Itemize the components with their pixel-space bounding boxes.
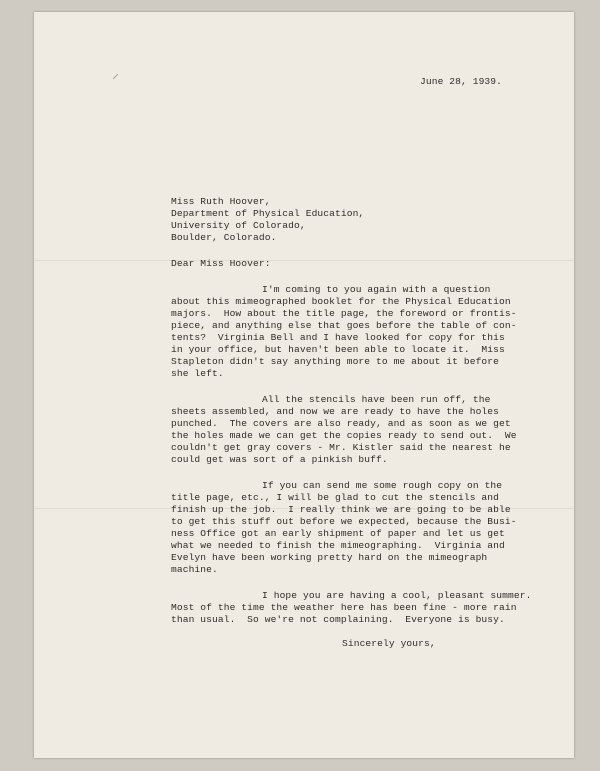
paragraph-2-line: couldn't get gray covers - Mr. Kistler said the nearest he (171, 442, 511, 453)
paragraph-2-line: sheets assembled, and now we are ready to have the holes (171, 406, 500, 417)
paragraph-2-line: could get was sort of a pinkish buff. (171, 454, 388, 465)
paragraph-3-line: Evelyn have been working pretty hard on the mimeograph (171, 552, 488, 563)
paragraph-4-line: than usual. So we're not complaining. Everyone is busy. (171, 614, 505, 625)
address-line: Boulder, Colorado. (171, 232, 277, 243)
paragraph-3-line: finish up the job. I really think we are going to be able (171, 504, 511, 515)
pencil-mark-icon: ⸝ (112, 67, 119, 83)
address-line: University of Colorado, (171, 220, 306, 231)
paragraph-2-line: the holes made we can get the copies ready to send out. We (171, 430, 517, 441)
fold-line (34, 260, 574, 261)
letter-date: June 28, 1939. (420, 76, 503, 87)
paragraph-1-line: Stapleton didn't say anything more to me about it before (171, 356, 500, 367)
paragraph-4-line: I hope you are having a cool, pleasant summer. (262, 590, 532, 601)
paragraph-1-line: about this mimeographed booklet for the Physical Education (171, 296, 511, 307)
paragraph-1-line: majors. How about the title page, the foreword or frontis- (171, 308, 517, 319)
paragraph-1-line: I'm coming to you again with a question (262, 284, 491, 295)
paragraph-3-line: machine. (171, 564, 218, 575)
salutation: Dear Miss Hoover: (171, 258, 271, 269)
paragraph-2-line: punched. The covers are also ready, and as soon as we get (171, 418, 511, 429)
paragraph-2-line: All the stencils have been run off, the (262, 394, 491, 405)
paragraph-3-line: If you can send me some rough copy on the (262, 480, 503, 491)
paragraph-3-line: ness Office got an early shipment of paper and let us get (171, 528, 505, 539)
address-line: Miss Ruth Hoover, (171, 196, 271, 207)
paragraph-3-line: what we needed to finish the mimeographing. Virginia and (171, 540, 505, 551)
paragraph-1-line: in your office, but haven't been able to locate it. Miss (171, 344, 505, 355)
letter-page (34, 12, 574, 758)
address-line: Department of Physical Education, (171, 208, 365, 219)
paragraph-4-line: Most of the time the weather here has been fine - more rain (171, 602, 517, 613)
paragraph-1-line: she left. (171, 368, 224, 379)
paragraph-3-line: to get this stuff out before we expected, because the Busi- (171, 516, 517, 527)
paragraph-1-line: piece, and anything else that goes before the table of con- (171, 320, 517, 331)
paragraph-1-line: tents? Virginia Bell and I have looked for copy for this (171, 332, 505, 343)
closing: Sincerely yours, (342, 638, 436, 649)
paragraph-3-line: title page, etc., I will be glad to cut the stencils and (171, 492, 500, 503)
